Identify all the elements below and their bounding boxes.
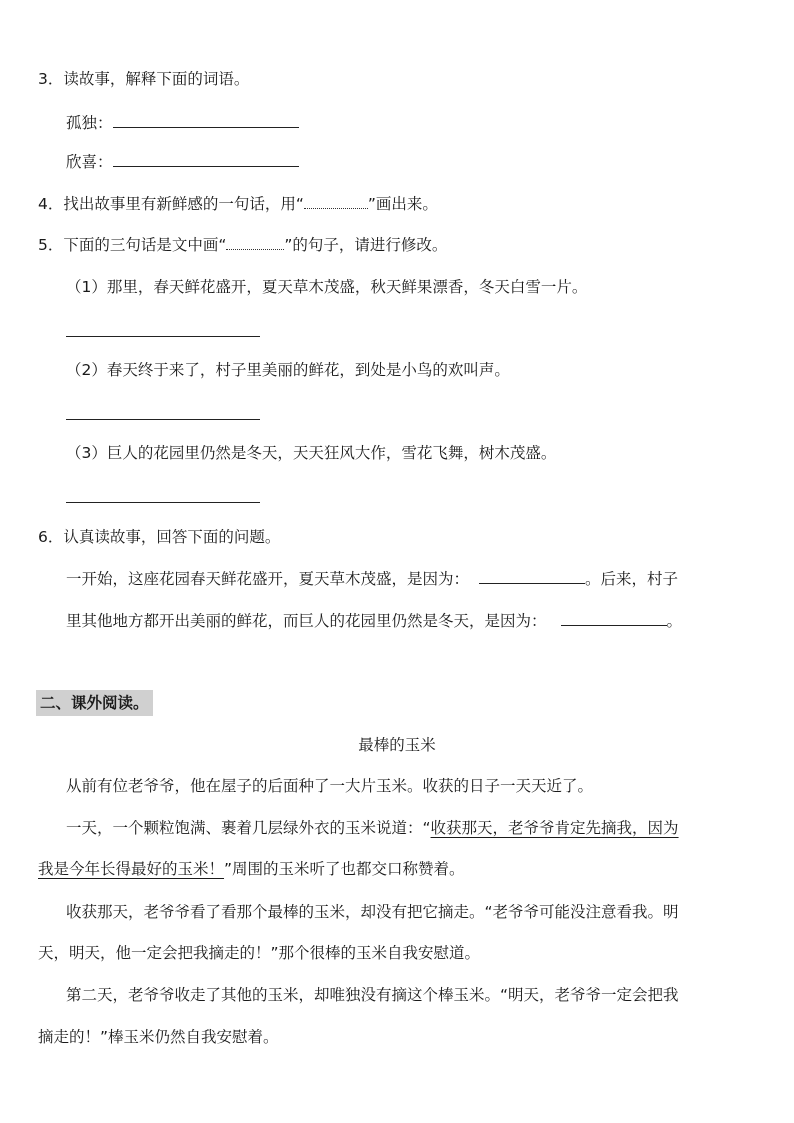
story-text: ”周围的玉米听了也都交口称赞着。 [224, 860, 465, 878]
question-5-text-pre: 5．下面的三句话是文中画“ [38, 236, 227, 254]
question-6-title: 6．认真读故事，回答下面的问题。 [38, 528, 281, 546]
sentence-2: （2）春天终于来了，村子里美丽的鲜花，到处是小鸟的欢叫声。 [66, 361, 510, 379]
story-paragraph-1: 从前有位老爷爷，他在屋子的后面种了一大片玉米。收获的日子一天天近了。 [66, 777, 594, 795]
question-3-title: 3．读故事，解释下面的词语。 [38, 70, 250, 88]
story-paragraph-2-line-2 [38, 858, 465, 880]
question-4 [38, 193, 438, 215]
question-6-line-2 [66, 610, 682, 632]
sentence-1-answer-line[interactable] [66, 336, 260, 337]
story-text: 一天，一个颗粒饱满、裹着几层绿外衣的玉米说道：“ [66, 819, 431, 837]
story-paragraph-3-line-1: 收获那天，老爷爷看了看那个最棒的玉米，却没有把它摘走。“老爷爷可能没注意看我。明 [66, 903, 679, 921]
question-4-text-post: ”画出来。 [367, 195, 438, 213]
sentence-1: （1）那里，春天鲜花盛开，夏天草木茂盛，秋天鲜果漂香，冬天白雪一片。 [66, 278, 588, 296]
underlined-sentence: 收获那天，老爷爷肯定先摘我，因为 [430, 819, 679, 837]
wavy-underline-mark [304, 198, 368, 209]
story-title: 最棒的玉米 [358, 736, 436, 754]
story-paragraph-4-line-2: 摘走的！”棒玉米仍然自我安慰着。 [38, 1028, 279, 1046]
term-gudu-label: 孤独： [66, 114, 113, 132]
sentence-3-answer-line[interactable] [66, 502, 260, 503]
story-paragraph-2-line-1 [66, 817, 679, 839]
sentence-3: （3）巨人的花园里仍然是冬天，天天狂风大作，雪花飞舞，树木茂盛。 [66, 444, 557, 462]
reason-2-answer-blank[interactable] [561, 611, 667, 626]
term-gudu [66, 112, 299, 134]
sentence-2-answer-line[interactable] [66, 419, 260, 420]
story-paragraph-4-line-1: 第二天，老爷爷收走了其他的玉米，却唯独没有摘这个棒玉米。“明天，老爷爷一定会把我 [66, 986, 679, 1004]
gudu-answer-blank[interactable] [113, 113, 299, 128]
question-4-text-pre: 4．找出故事里有新鲜感的一句话，用“ [38, 195, 304, 213]
section-2-heading: 二、课外阅读。 [36, 690, 153, 716]
wavy-underline-mark [226, 239, 284, 250]
question-6-text-1b: 。后来，村子 [585, 570, 679, 588]
xinxi-answer-blank[interactable] [113, 152, 299, 167]
question-6-text-2a: 里其他地方都开出美丽的鲜花，而巨人的花园里仍然是冬天，是因为： [66, 612, 547, 630]
question-5 [38, 234, 447, 256]
story-paragraph-3-line-2: 天，明天，他一定会把我摘走的！”那个很棒的玉米自我安慰道。 [38, 944, 481, 962]
question-6-line-1 [66, 568, 678, 590]
question-6-text-2b: 。 [666, 612, 683, 630]
underlined-sentence: 我是今年长得最好的玉米！ [38, 860, 225, 878]
term-xinxi [66, 151, 299, 173]
reason-1-answer-blank[interactable] [479, 569, 585, 584]
term-xinxi-label: 欣喜： [66, 153, 113, 171]
question-6-text-1a: 一开始，这座花园春天鲜花盛开，夏天草木茂盛，是因为： [66, 570, 470, 588]
question-5-text-post: ”的句子，请进行修改。 [284, 236, 448, 254]
